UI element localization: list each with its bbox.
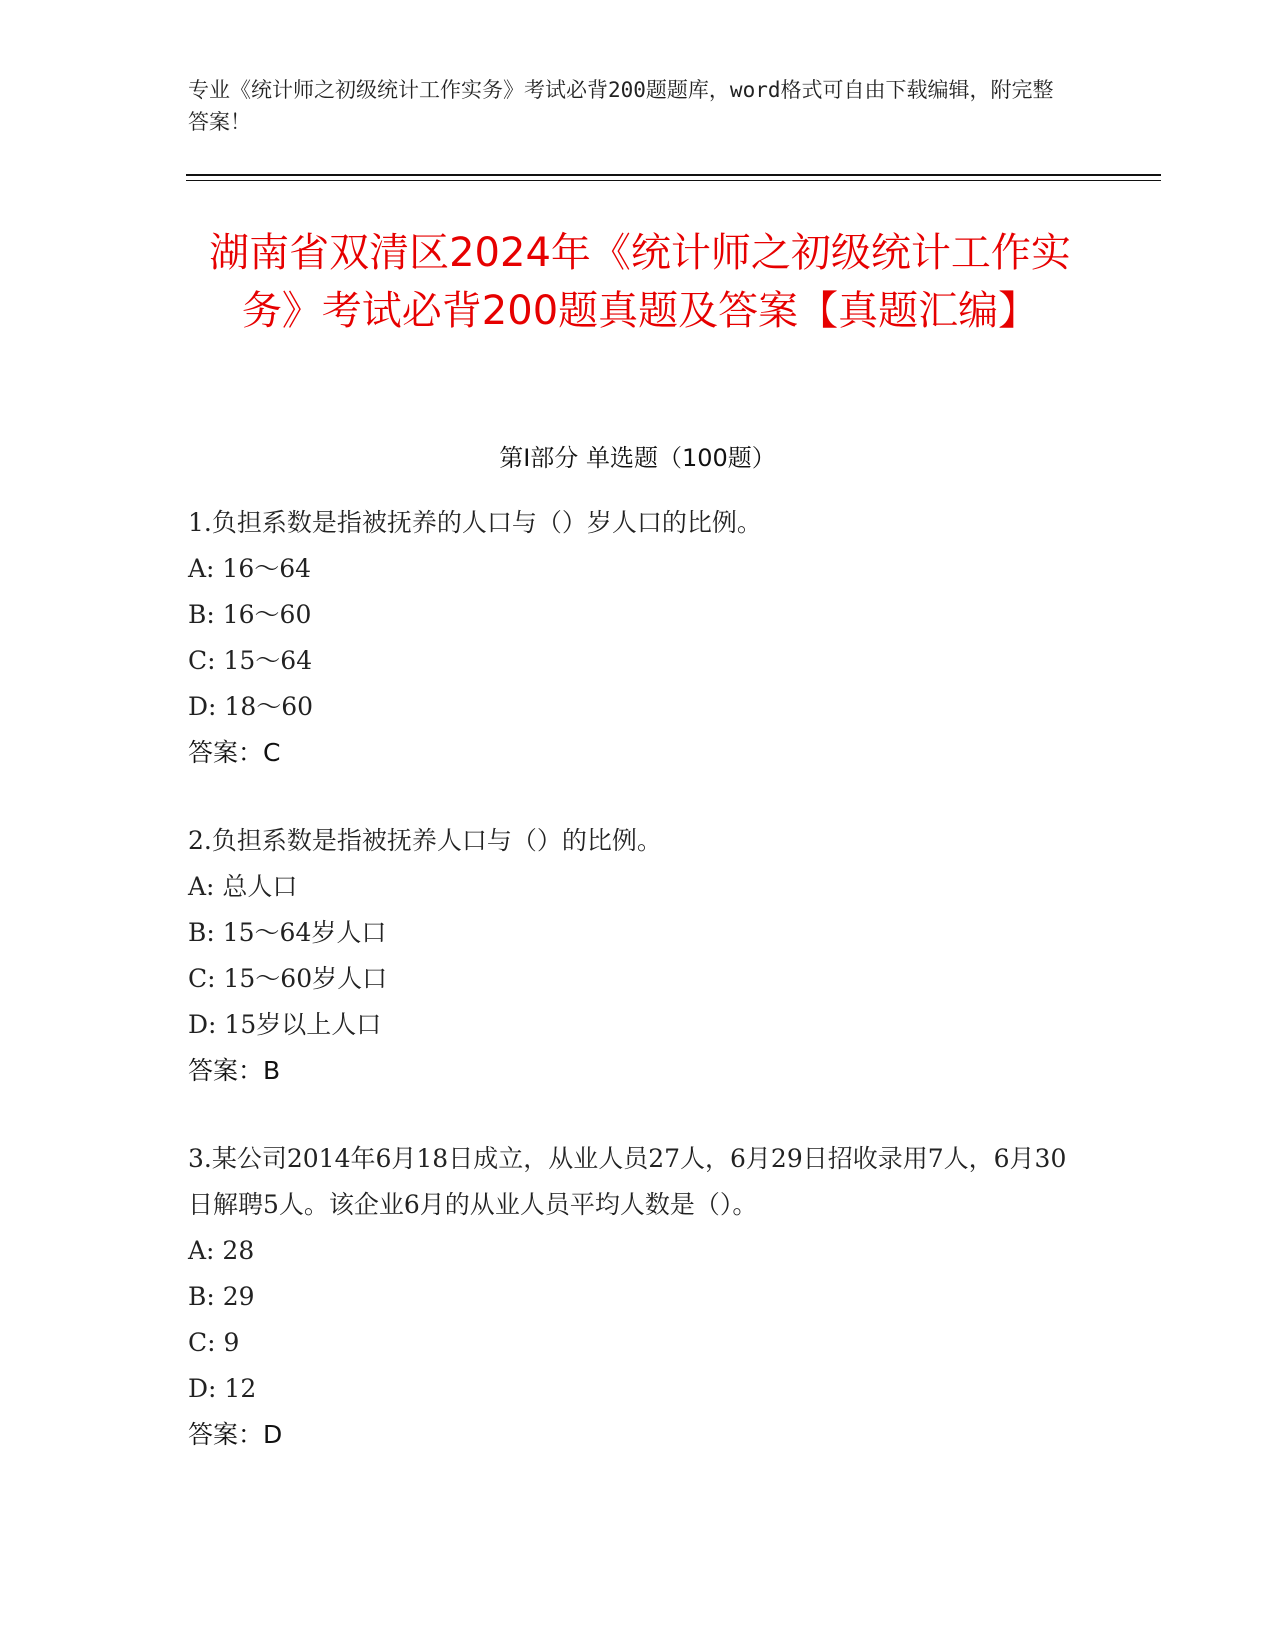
section-title: 第Ⅰ部分 单选题（100题） bbox=[499, 444, 776, 472]
option-c: C: 15～60岁人口 bbox=[188, 964, 388, 993]
question-stem: 1.负担系数是指被抚养的人口与（）岁人口的比例。 bbox=[188, 508, 762, 537]
answer-label: 答案：B bbox=[188, 1056, 281, 1085]
option-d: D: 18～60 bbox=[188, 692, 314, 721]
option-d: D: 12 bbox=[188, 1374, 257, 1403]
answer-label: 答案：D bbox=[188, 1420, 283, 1449]
option-b: B: 15～64岁人口 bbox=[188, 918, 387, 947]
option-c: C: 9 bbox=[188, 1328, 240, 1357]
option-b: B: 16～60 bbox=[188, 600, 312, 629]
option-c: C: 15～64 bbox=[188, 646, 313, 675]
header-note: 专业《统计师之初级统计工作实务》考试必背200题题库，word格式可自由下载编辑，附完整答案！ bbox=[188, 78, 1054, 134]
question-stem: 2.负担系数是指被抚养人口与（）的比例。 bbox=[188, 826, 662, 855]
header-rule-thin bbox=[186, 180, 1161, 181]
option-d: D: 15岁以上人口 bbox=[188, 1010, 382, 1039]
option-b: B: 29 bbox=[188, 1282, 255, 1311]
question-2 bbox=[188, 818, 1088, 1094]
option-a: A: 16～64 bbox=[188, 554, 312, 583]
question-1 bbox=[188, 500, 1088, 776]
question-stem: 3.某公司2014年6月18日成立，从业人员27人，6月29日招收录用7人，6月30日解聘5人。该企业6月的从业人员平均人数是（）。 bbox=[188, 1144, 1067, 1219]
option-a: A: 总人口 bbox=[188, 872, 298, 901]
answer-label: 答案：C bbox=[188, 738, 281, 767]
option-a: A: 28 bbox=[188, 1236, 255, 1265]
document-title: 湖南省双清区2024年《统计师之初级统计工作实务》考试必背200题真题及答案【真题汇编】 bbox=[209, 230, 1071, 334]
header-rule-thick bbox=[186, 174, 1161, 176]
question-3 bbox=[188, 1136, 1088, 1458]
